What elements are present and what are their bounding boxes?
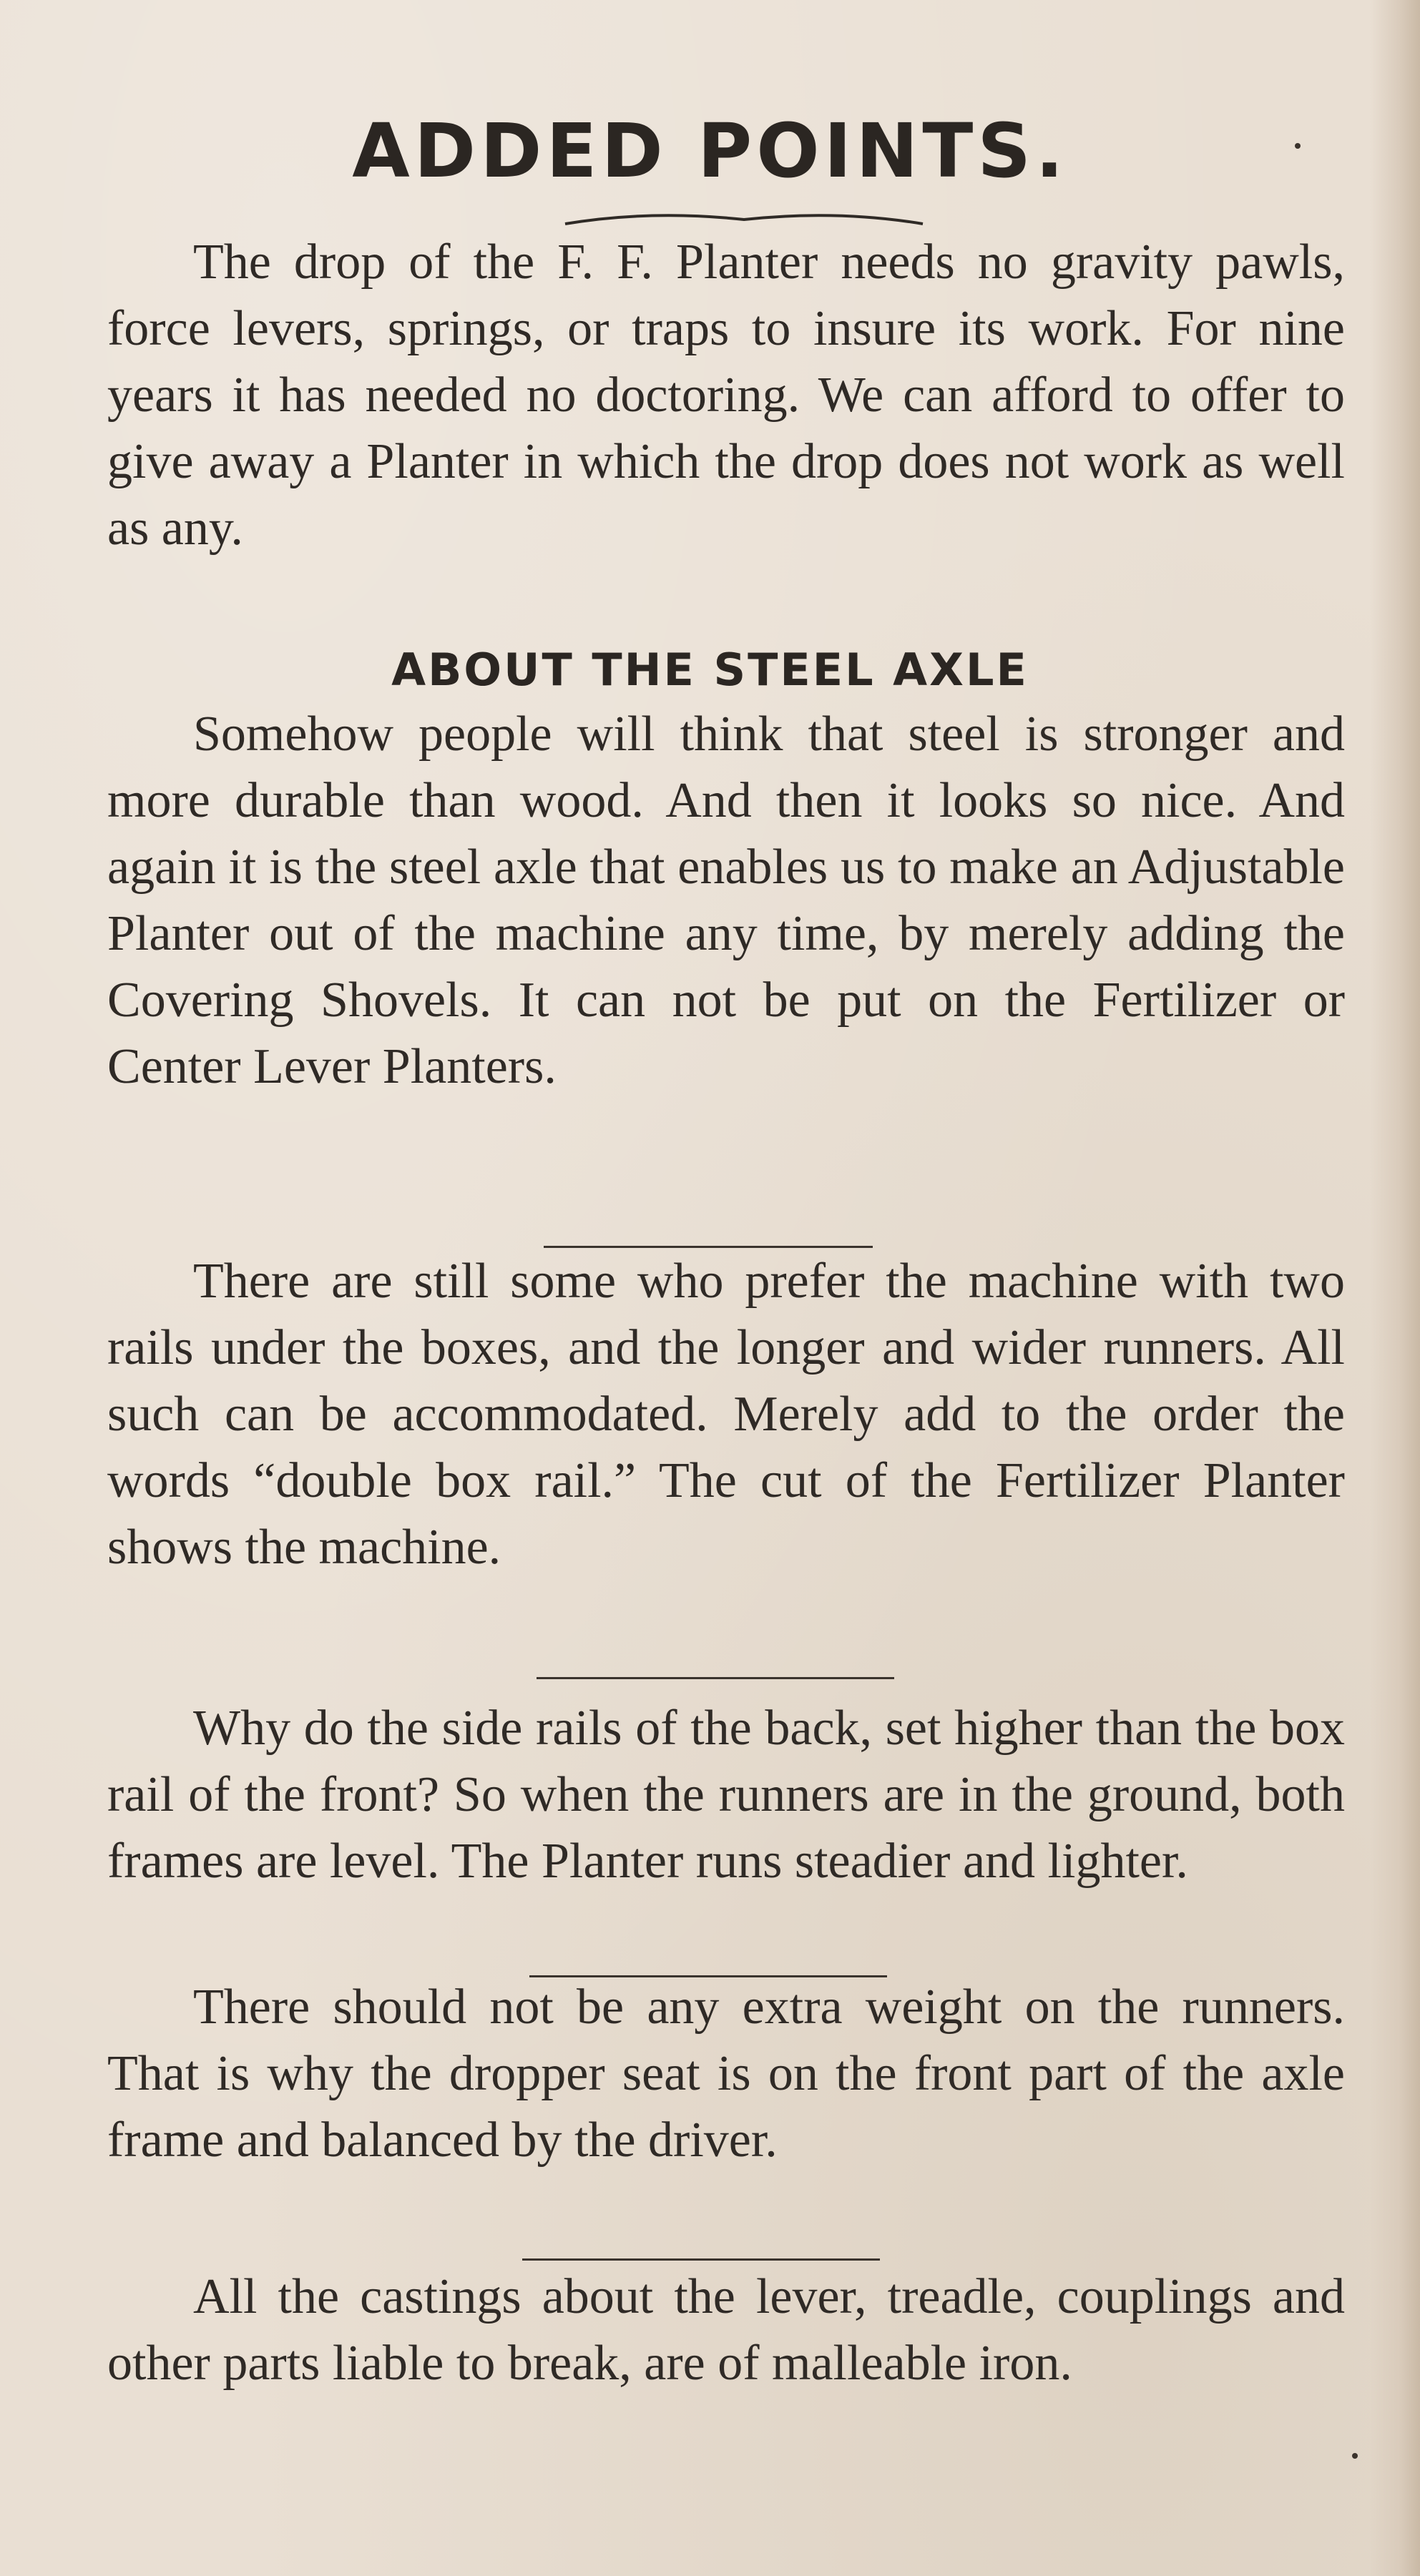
paragraph-castings: All the castings about the lever, treadle, couplings and other parts liable to break, are of malleable iron. <box>107 2269 1345 2391</box>
section-heading: ABOUT THE STEEL AXLE <box>391 644 1029 696</box>
title-ornament <box>558 204 930 232</box>
page-title: ADDED POINTS. <box>352 107 1068 195</box>
paragraph-drop: The drop of the F. F. Planter needs no gravity pawls, force levers, springs, or traps to insure its work. For nine years it has needed no doctoring. We can afford to offer to give away a Planter in which the drop does not work as well as any. <box>107 235 1345 556</box>
paragraph-steel-axle: Somehow people will think that steel is stronger and more durable than wood. And then it looks so nice. And again it is the steel axle that enables us to make an Adjustable Planter out of the machine any time, by merely adding the Covering Shovels. It can not be put on the Fertilizer or Center Lever Planters. <box>107 707 1345 1094</box>
ink-speck <box>1295 143 1301 149</box>
paragraph-box-rail: There are still some who prefer the machine with two rails under the boxes, and the longer and wider runners. All such can be accommodated. Merely add to the order the words “double box rail.” The cut of the Fertilizer Planter shows the machine. <box>107 1254 1345 1575</box>
separator-rule <box>537 1677 894 1679</box>
paragraph-side-rails: Why do the side rails of the back, set higher than the box rail of the front? So when the runners are in the ground, both frames are level. The Planter runs steadier and lighter. <box>107 1701 1345 1889</box>
paper-edge <box>1370 0 1420 2576</box>
separator-rule <box>522 2258 880 2261</box>
paragraph-weight: There should not be any extra weight on the runners. That is why the dropper seat is on the front part of the axle frame and balanced by the driver. <box>107 1980 1345 2168</box>
ink-speck <box>1352 2453 1358 2459</box>
